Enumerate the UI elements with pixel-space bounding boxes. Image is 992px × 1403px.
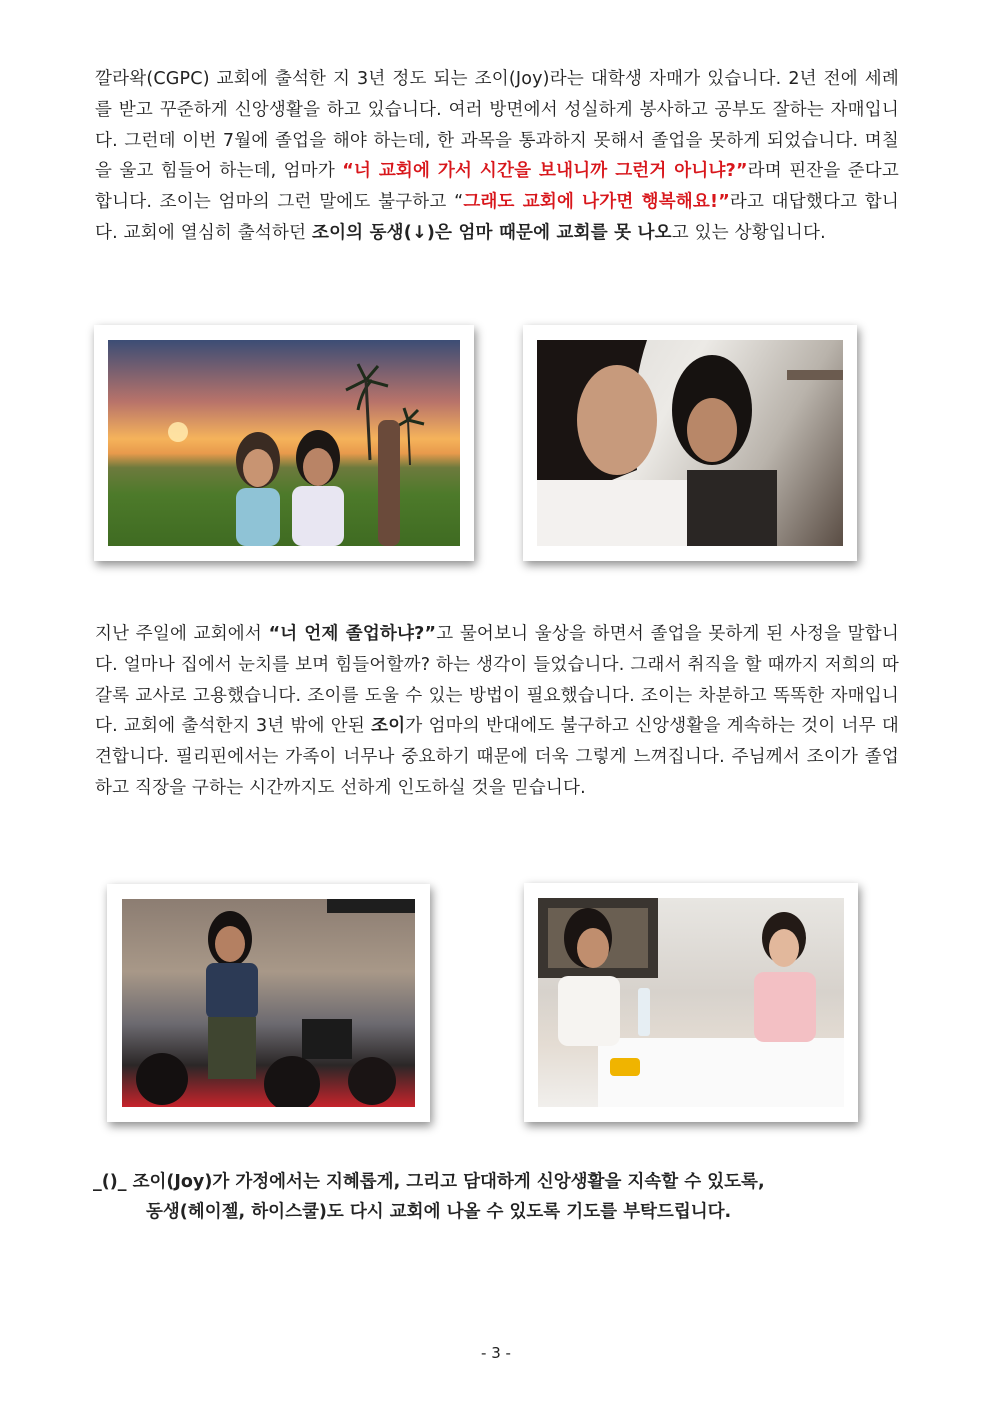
page-number: - 3 -: [481, 1344, 511, 1362]
para2-text-3: 가 엄마의 반대에도 불구하고 신앙생활을 계속하는 것이 너무 대견합니다. 필리핀에서는 가족이 너무나 중요하기 때문에 더욱 그렇게 느껴집니다. 주님께서 조이가 졸업하고 직장을 구하는 시간까지도 선하게 인도하실 것을 믿습니다.: [95, 716, 899, 798]
paragraph-2: [95, 619, 899, 804]
para1-text-2: 라며 핀잔을 준다고 합니다. 조이는 엄마의 그런 말에도 불구하고 “: [95, 161, 899, 213]
photo-studying: [537, 340, 843, 546]
para1-text-3: 라고 대답했다고 합니다. 교회에 열심히 출석하던: [95, 192, 899, 243]
photo-frame-sunset: [94, 325, 474, 561]
photo-sunset: [108, 340, 460, 546]
photo-teaching: [122, 899, 415, 1107]
photo-lesson: [538, 898, 844, 1107]
para1-quote-joy: 그래도 교회에 나가면 행복해요!”: [463, 192, 730, 213]
prayer-line-2: 동생(헤이젤, 하이스쿨)도 다시 교회에 나올 수 있도록 기도를 부탁드립니다.: [146, 1202, 732, 1222]
photo-frame-studying: [523, 325, 857, 561]
photo-frame-teaching: [107, 884, 430, 1122]
para1-text-1: 깔라왁(CGPC) 교회에 출석한 지 3년 정도 되는 조이(Joy)라는 대학생 자매가 있습니다. 2년 전에 세례를 받고 꾸준하게 신앙생활을 하고 있습니다. 여러 방면에서 성실하게 봉사하고 공부도 잘하는 자매입니다. 그런데 이번 7월에 졸업을 해야 하는데, 한 과목을 통과하지 못해서 졸업을 못하게 되었습니다. 며칠을 울고 힘들어 하는데, 엄마가: [95, 69, 899, 182]
para1-bold-sibling: 조이의 동생(↓)은 엄마 때문에 교회를 못 나오: [311, 222, 672, 243]
para2-text-2: 고 물어보니 울상을 하면서 졸업을 못하게 된 사정을 말합니다. 얼마나 집에서 눈치를 보며 힘들어할까? 하는 생각이 들었습니다. 그래서 취직을 할 때까지 저희의 따갈록 교사로 고용했습니다. 조이를 도울 수 있는 방법이 필요했습니다. 조이는 차분하고 똑똑한 자매입니다. 교회에 출석한지 3년 밖에 안된: [95, 624, 899, 737]
para2-bold-question: “너 언제 졸업하냐?”: [268, 624, 437, 644]
para2-text-1: 지난 주일에 교회에서: [95, 624, 269, 644]
para2-bold-joy: 조이: [371, 716, 406, 737]
para1-text-4: 고 있는 상황입니다.: [671, 222, 826, 243]
prayer-line-1: _()_ 조이(Joy)가 가정에서는 지혜롭게, 그리고 담대하게 신앙생활을 지속할 수 있도록,: [93, 1172, 765, 1192]
para1-quote-mother: “너 교회에 가서 시간을 보내니까 그런거 아니냐?”: [342, 161, 748, 182]
photo-frame-lesson: [524, 883, 858, 1122]
paragraph-1: [95, 64, 899, 249]
